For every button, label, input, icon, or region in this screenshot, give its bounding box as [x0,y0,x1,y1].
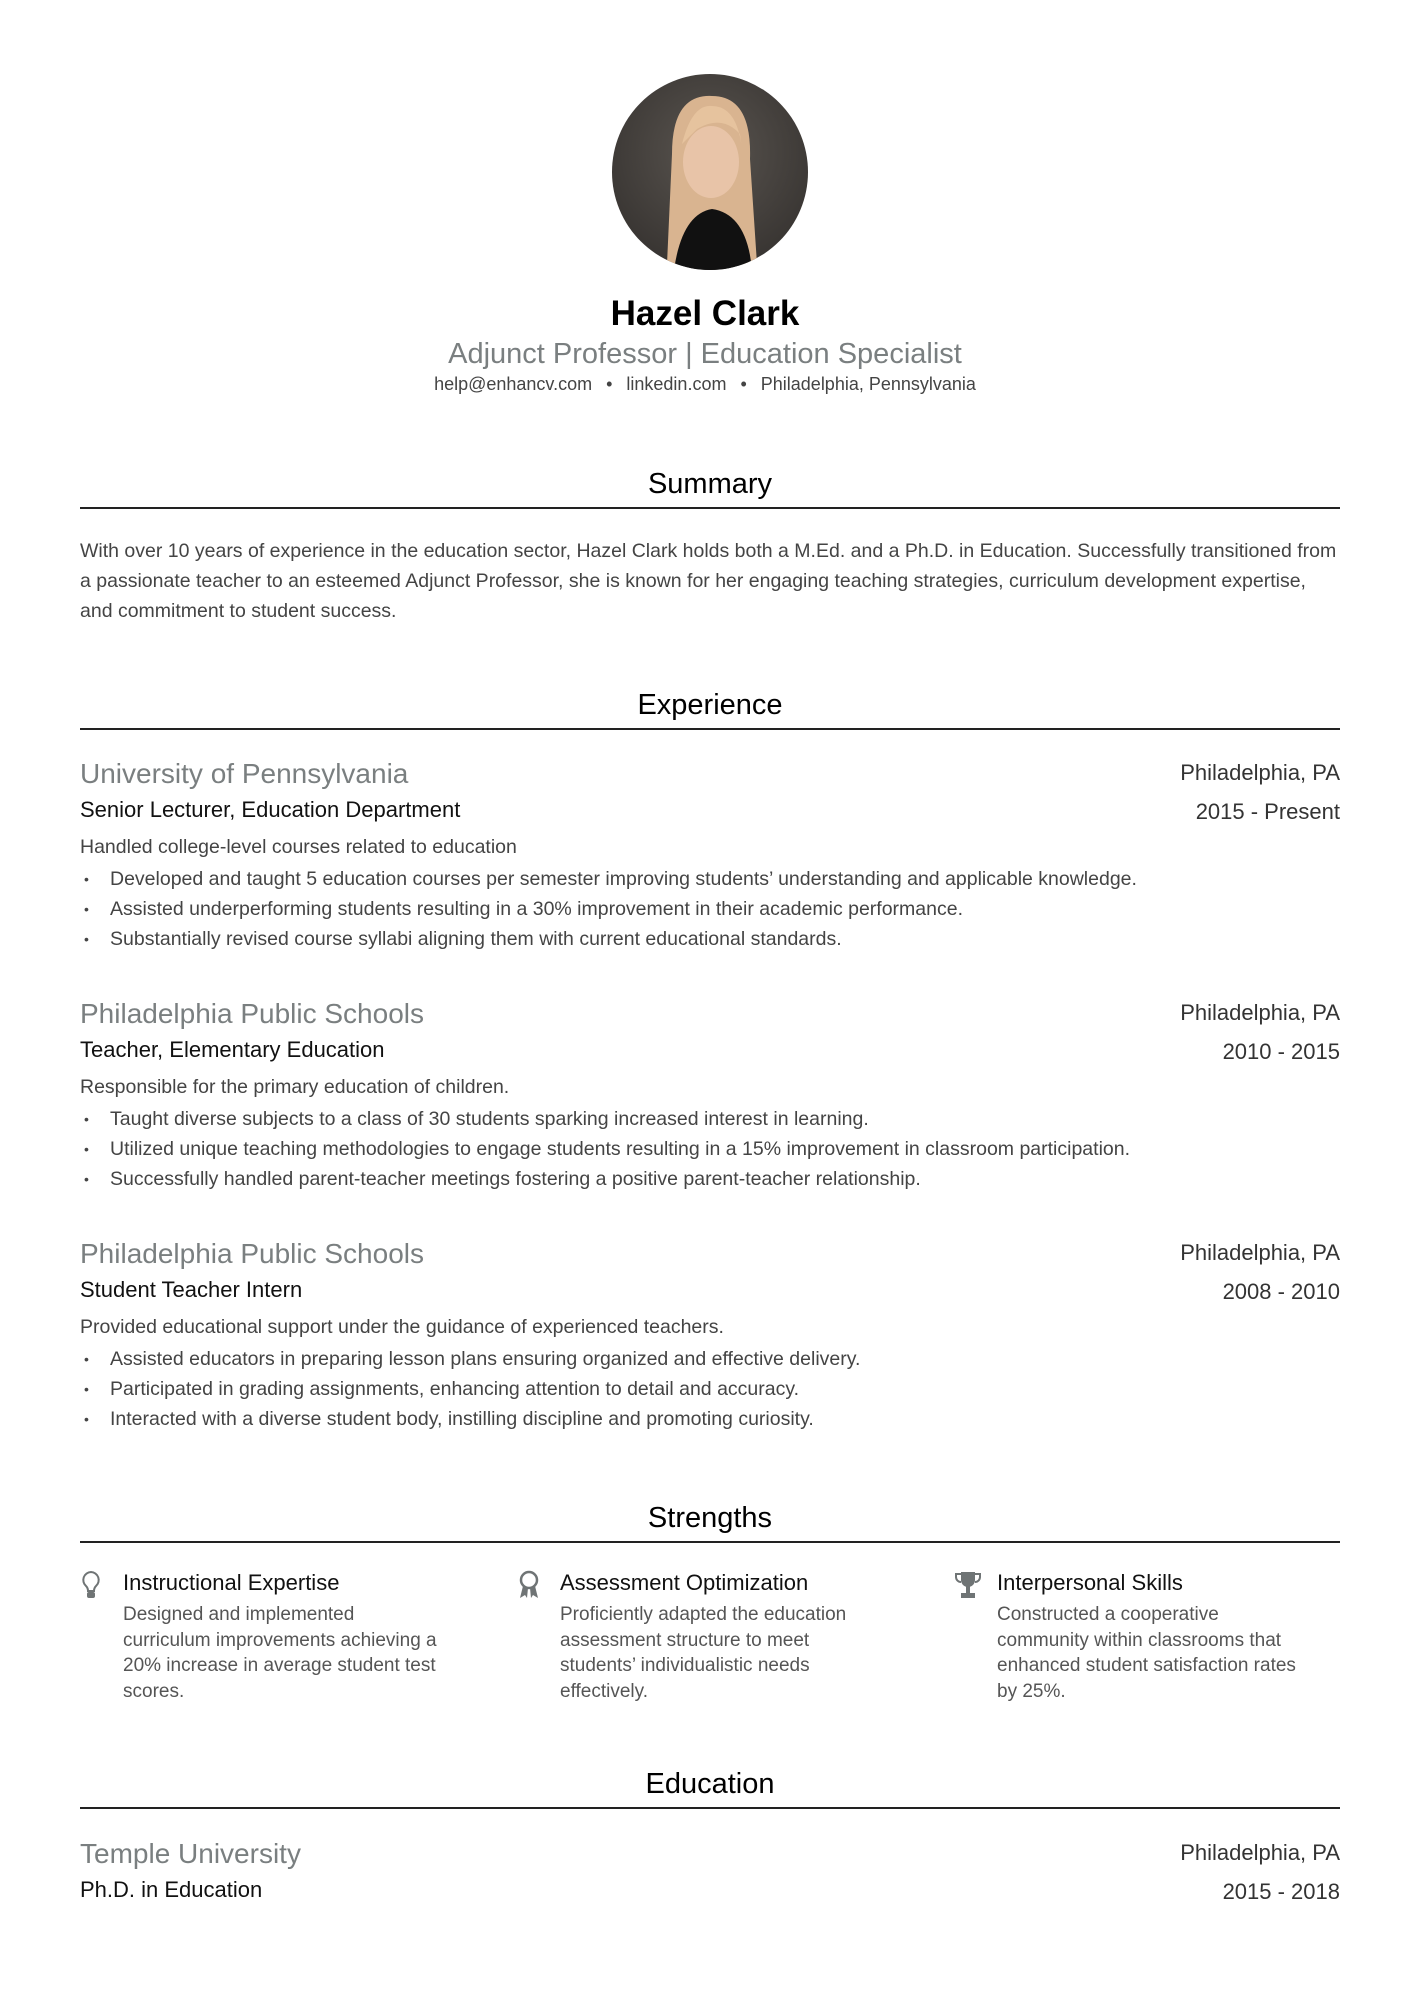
job-bullet: • Participated in grading assignments, enhancing attention to detail and accuracy. [80,1374,1340,1404]
lightbulb-icon [80,1570,106,1600]
strength-item [517,1566,877,1704]
education-dates: 2015 - 2018 [1222,1879,1340,1904]
award-icon [517,1570,543,1600]
education-location: Philadelphia, PA [1180,1840,1340,1865]
strength-item [80,1566,440,1704]
job-description: Handled college-level courses related to education [80,836,517,858]
section-heading-strengths: Strengths [80,1502,1340,1543]
job-description: Provided educational support under the guidance of experienced teachers. [80,1316,724,1338]
location: Philadelphia, Pennsylvania [760,374,976,394]
summary-text: With over 10 years of experience in the education sector, Hazel Clark holds both a M.Ed. and a Ph.D. in Education. Successfully transitioned from a passionate teacher to an esteemed Adjunct Professor, she is known for her engaging teaching strategies, curriculum development expertise, and commitment to student success. [80,540,1337,622]
trophy-icon [954,1570,980,1600]
candidate-title: Adjunct Professor | Education Specialist [448,338,962,370]
experience-item [80,1236,1340,1434]
strength-text: Designed and implemented curriculum improvements achieving a 20% increase in average student test scores. [123,1604,437,1702]
job-dates: 2015 - Present [1195,799,1340,824]
job-bullet: • Taught diverse subjects to a class of 30 students sparking increased interest in learning. [80,1104,1340,1134]
job-location: Philadelphia, PA [1180,1240,1340,1265]
strength-text: Proficiently adapted the education assessment structure to meet students’ individualistic needs effectively. [560,1604,847,1702]
job-bullet: • Developed and taught 5 education courses per semester improving students’ understanding and applicable knowledge. [80,864,1340,894]
job-bullet: • Successfully handled parent-teacher meetings fostering a positive parent-teacher relationship. [80,1164,1340,1194]
job-role: Senior Lecturer, Education Department [80,797,461,822]
job-role: Teacher, Elementary Education [80,1037,385,1062]
strength-text: Constructed a cooperative community within classrooms that enhanced student satisfaction rates by 25%. [997,1604,1296,1702]
job-dates: 2010 - 2015 [1222,1039,1340,1064]
experience-item [80,996,1340,1194]
company-name: Philadelphia Public Schools [80,998,424,1029]
section-heading-experience: Experience [80,689,1340,730]
job-dates: 2008 - 2010 [1222,1279,1340,1304]
education-item [80,1836,1340,1908]
job-bullet: • Interacted with a diverse student body, instilling discipline and promoting curiosity. [80,1404,1340,1434]
job-bullet: • Assisted underperforming students resulting in a 30% improvement in their academic performance. [80,894,1340,924]
job-description: Responsible for the primary education of children. [80,1076,510,1098]
email-link[interactable]: help@enhancv.com [434,374,593,394]
linkedin-link[interactable]: linkedin.com [626,374,727,394]
strength-title: Interpersonal Skills [997,1570,1183,1595]
experience-item [80,756,1340,954]
strength-item [954,1566,1314,1704]
job-bullet: • Utilized unique teaching methodologies to engage students resulting in a 15% improvement in classroom participation. [80,1134,1340,1164]
job-location: Philadelphia, PA [1180,760,1340,785]
strength-title: Instructional Expertise [123,1570,340,1595]
company-name: University of Pennsylvania [80,758,409,789]
strength-title: Assessment Optimization [560,1570,809,1595]
job-location: Philadelphia, PA [1180,1000,1340,1025]
contact-info: help@enhancv.com • linkedin.com • Philadelphia, Pennsylvania [434,374,976,394]
candidate-name: Hazel Clark [610,294,800,333]
section-heading-summary: Summary [80,468,1340,509]
section-heading-education: Education [80,1768,1340,1809]
degree: Ph.D. in Education [80,1877,263,1902]
job-bullet: • Assisted educators in preparing lesson plans ensuring organized and effective delivery. [80,1344,1340,1374]
job-bullet: • Substantially revised course syllabi aligning them with current educational standards. [80,924,1340,954]
company-name: Philadelphia Public Schools [80,1238,424,1269]
job-role: Student Teacher Intern [80,1277,303,1302]
profile-photo [612,74,808,270]
school-name: Temple University [80,1838,301,1869]
